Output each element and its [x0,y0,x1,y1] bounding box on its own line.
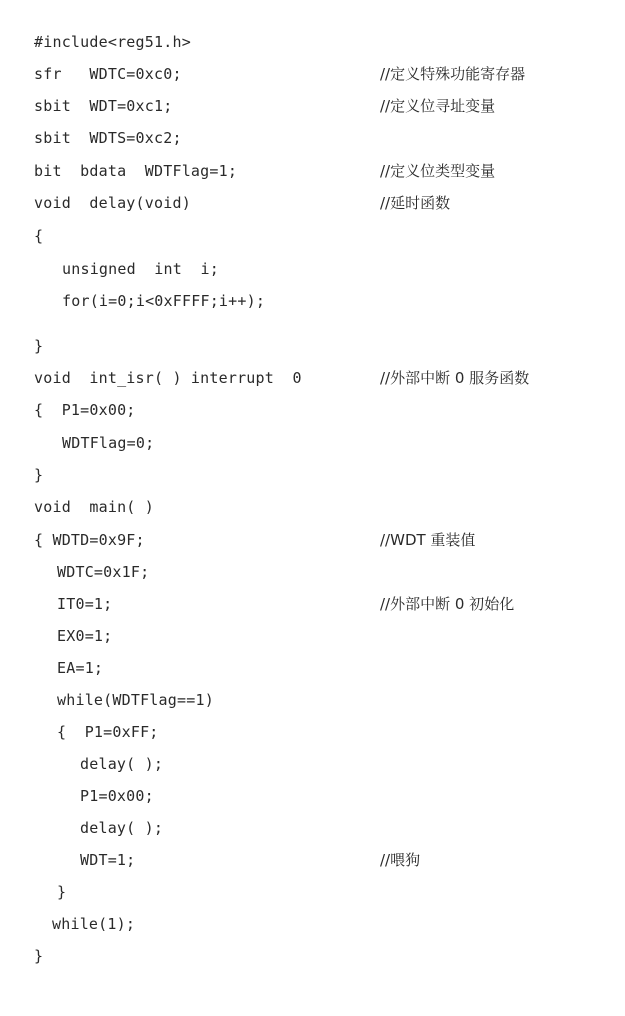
code-text: EX0=1; [57,627,113,645]
code-line [0,334,44,358]
code-text: WDT=1; [80,851,136,869]
code-comment: //延时函数 [380,194,451,212]
code-text: #include<reg51.h> [34,33,191,51]
code-text: delay( ); [80,755,164,773]
code-line [0,159,496,183]
code-line [0,431,155,455]
code-comment: //定义位寻址变量 [380,97,496,115]
code-line [0,720,159,744]
code-text: delay( ); [80,819,164,837]
code-line [0,752,164,776]
code-line [0,560,150,584]
code-line [0,944,44,968]
code-text: EA=1; [57,659,104,677]
code-text: { [34,227,44,245]
code-line [0,398,136,422]
code-line [0,848,421,872]
code-line [0,30,191,54]
code-text: { WDTD=0x9F; [34,531,145,549]
code-line [0,257,219,281]
code-text: WDTFlag=0; [62,434,155,452]
code-line [0,366,530,390]
code-line [0,224,44,248]
code-line [0,62,526,86]
code-text: } [34,337,44,355]
code-line [0,495,154,519]
code-text: { P1=0x00; [34,401,136,419]
code-comment: //喂狗 [380,851,421,869]
code-text: P1=0x00; [80,787,154,805]
code-text: for(i=0;i<0xFFFF;i++); [62,292,266,310]
code-line [0,784,154,808]
code-text: sfr WDTC=0xc0; [34,65,182,83]
code-text: sbit WDTS=0xc2; [34,129,182,147]
code-text: } [34,466,44,484]
code-text: void main( ) [34,498,154,516]
code-line [0,592,515,616]
code-comment: //外部中断 0 初始化 [380,595,515,613]
code-line [0,463,44,487]
code-line [0,880,67,904]
code-line [0,528,476,552]
code-comment: //WDT 重装值 [380,531,476,549]
code-text: bit bdata WDTFlag=1; [34,162,238,180]
code-text: while(1); [52,915,136,933]
code-line [0,816,164,840]
code-text: } [34,947,44,965]
code-comment: //定义特殊功能寄存器 [380,65,526,83]
code-text: void delay(void) [34,194,191,212]
code-comment: //定义位类型变量 [380,162,496,180]
code-line [0,191,451,215]
code-text: void int_isr( ) interrupt 0 [34,369,302,387]
code-text: } [57,883,67,901]
code-line [0,289,266,313]
code-text: WDTC=0x1F; [57,563,150,581]
code-comment: //外部中断 0 服务函数 [380,369,530,387]
code-text: { P1=0xFF; [57,723,159,741]
code-line [0,624,113,648]
code-line [0,126,182,150]
code-text: while(WDTFlag==1) [57,691,214,709]
code-line [0,912,136,936]
code-text: unsigned int i; [62,260,219,278]
code-text: IT0=1; [57,595,113,613]
code-text: sbit WDT=0xc1; [34,97,173,115]
code-line [0,688,214,712]
code-line [0,94,496,118]
code-line [0,656,104,680]
